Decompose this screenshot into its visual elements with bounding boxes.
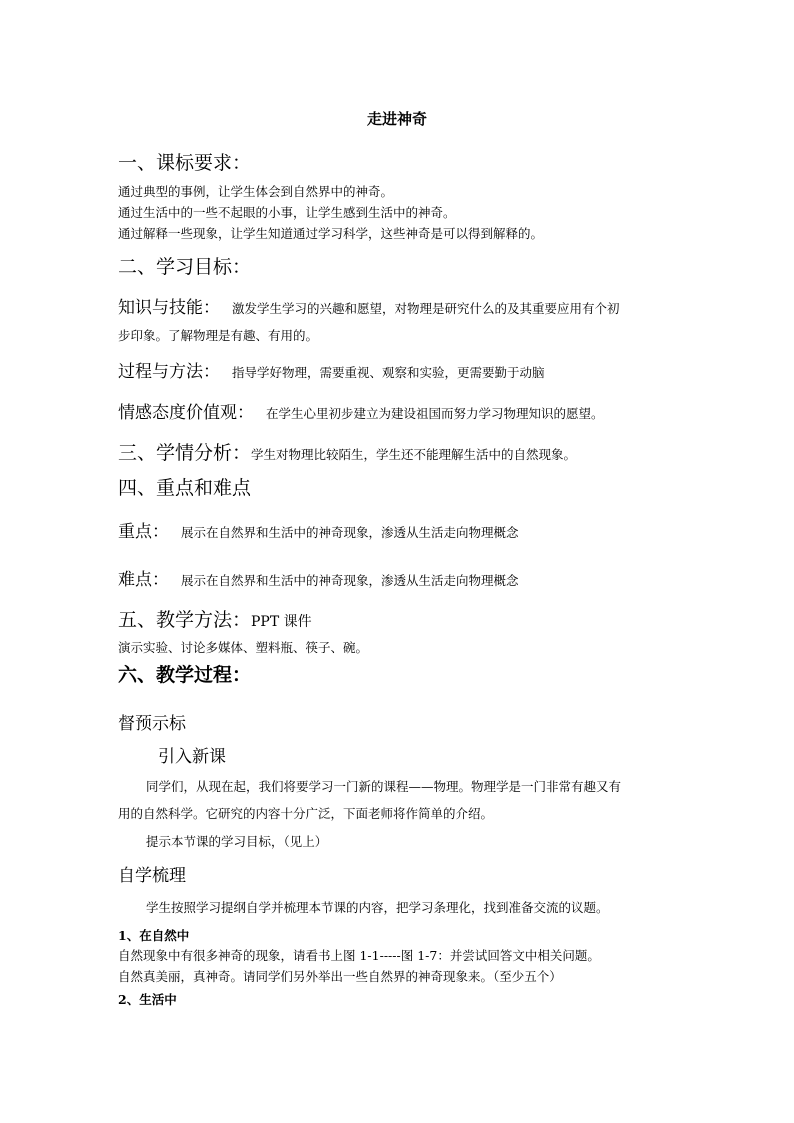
difficulty-row	[118, 565, 519, 590]
subsection-intro: 引入新课	[158, 747, 226, 767]
sec1-line-2: 通过生活中的一些不起眼的小事，让学生感到生活中的神奇。	[118, 205, 456, 220]
difficulty-text: 展示在自然界和生活中的神奇现象，渗透从生活走向物理概念	[181, 573, 519, 588]
item-1-title: 1、在自然中	[118, 928, 190, 943]
emotion-row	[118, 398, 604, 423]
goal-hint: 提示本节课的学习目标，（见上）	[146, 834, 328, 849]
subsection-preview: 督预示标	[118, 714, 186, 734]
sec1-line-3: 通过解释一些现象，让学生知道通过学习科学，这些神奇是可以得到解释的。	[118, 226, 544, 241]
key-point-label: 重点：	[118, 522, 169, 542]
teaching-method: PPT 课件	[251, 614, 312, 630]
sec1-line-1: 通过典型的事例，让学生体会到自然界中的神奇。	[118, 184, 394, 199]
self-study-paragraph: 学生按照学习提纲自学并梳理本节课的内容，把学习条理化，找到准备交流的议题。	[146, 900, 609, 915]
section-5-row	[118, 605, 312, 632]
section-3-text: 学生对物理比较陌生，学生还不能理解生活中的自然现象。	[251, 447, 577, 462]
item-1-line-1: 自然现象中有很多神奇的现象，请看书上图 1-1-----图 1-7：并尝试回答文中相关问题。	[118, 948, 600, 963]
section-6-heading: 六、教学过程：	[118, 664, 252, 686]
knowledge-text-cont: 步印象。了解物理是有趣、有用的。	[118, 328, 319, 343]
section-1-heading: 一、课标要求：	[118, 152, 252, 174]
teaching-materials: 演示实验、讨论多媒体、塑料瓶、筷子、碗。	[118, 640, 369, 655]
key-point-text: 展示在自然界和生活中的神奇现象，渗透从生活走向物理概念	[181, 525, 519, 540]
knowledge-text: 激发学生学习的兴趣和愿望，对物理是研究什么的及其重要应用有个初	[232, 301, 620, 316]
section-5-heading: 五、教学方法：	[118, 609, 252, 631]
process-row	[118, 357, 545, 382]
section-2-heading: 二、学习目标：	[118, 256, 252, 278]
process-label: 过程与方法：	[118, 362, 220, 382]
intro-paragraph-line-2: 用的自然科学。它研究的内容十分广泛，下面老师将作简单的介绍。	[118, 806, 494, 821]
section-3-heading: 三、学情分析：	[118, 442, 252, 464]
item-2-title: 2、生活中	[118, 992, 177, 1007]
section-3-row	[118, 438, 576, 465]
section-4-heading: 四、重点和难点	[118, 477, 252, 499]
knowledge-label: 知识与技能：	[118, 298, 220, 318]
intro-paragraph-line-1: 同学们，从现在起，我们将要学习一门新的课程——物理。物理学是一门非常有趣又有	[146, 779, 622, 794]
difficulty-label: 难点：	[118, 570, 169, 590]
process-text: 指导学好物理，需要重视、观察和实验，更需要勤于动脑	[232, 365, 545, 380]
item-1-line-2: 自然真美丽，真神奇。请同学们另外举出一些自然界的神奇现象来。（至少五个）	[118, 969, 562, 984]
emotion-text: 在学生心里初步建立为建设祖国而努力学习物理知识的愿望。	[266, 406, 604, 421]
emotion-label: 情感态度价值观：	[118, 403, 254, 423]
knowledge-row	[118, 293, 620, 318]
subsection-self-study: 自学梳理	[118, 866, 186, 886]
key-point-row	[118, 517, 519, 542]
document-title: 走进神奇	[366, 110, 427, 128]
